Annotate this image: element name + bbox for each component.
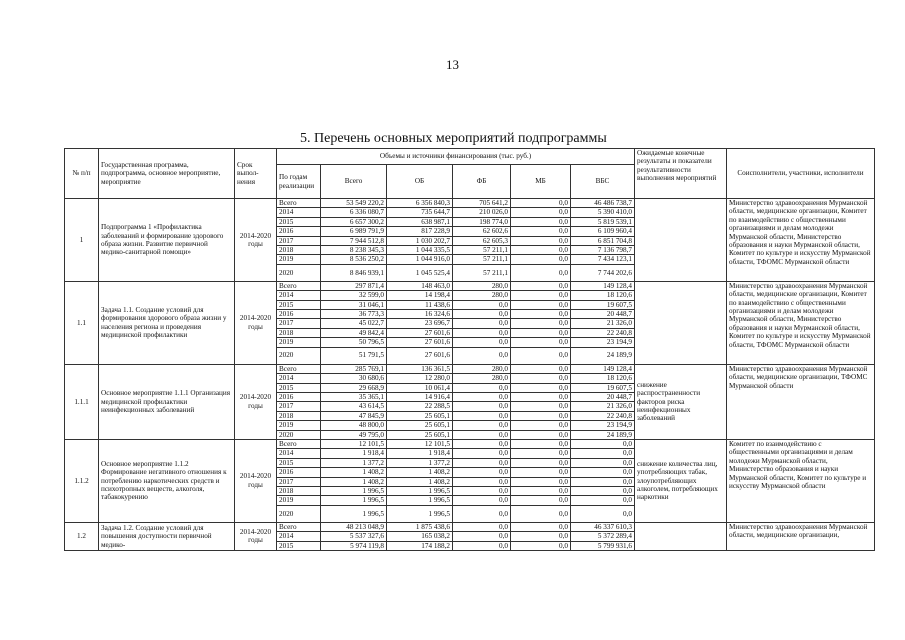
row-result (635, 199, 727, 282)
cell-total: 49 795,0 (321, 430, 387, 439)
cell-vbs: 23 194,9 (571, 421, 635, 430)
table-body (65, 199, 875, 551)
cell-total: 47 845,9 (321, 411, 387, 420)
cell-total: 6 989 791,9 (321, 227, 387, 236)
cell-total: 49 842,4 (321, 328, 387, 337)
cell-mb: 0,0 (511, 468, 571, 477)
cell-mb: 0,0 (511, 300, 571, 309)
cell-year: Всего (277, 522, 321, 531)
cell-mb: 0,0 (511, 208, 571, 217)
cell-mb: 0,0 (511, 319, 571, 328)
cell-mb: 0,0 (511, 449, 571, 458)
row-executors: Министерство здравоохранения Мурманской области, медицинские организации, Комитет по взаимодействию с общественными организациями и делам молодежи Мурманской области, Министерство образования и науки Мурманской области, Комитет по культуре и искусству Мурманской области, ТФОМС Мурманской области (727, 199, 875, 282)
cell-fb: 198 774,0 (453, 217, 511, 226)
row-name: Подпрограмма 1 «Профилактика заболеваний и формирование здорового образа жизни. Развитие первичной медико-санитарной помощи» (99, 199, 235, 282)
header-row-1 (65, 149, 875, 165)
cell-year: Всего (277, 281, 321, 290)
cell-year: 2019 (277, 255, 321, 264)
cell-ob: 10 061,4 (387, 383, 453, 392)
cell-fb: 62 605,3 (453, 236, 511, 245)
cell-total: 6 336 080,7 (321, 208, 387, 217)
cell-ob: 6 356 840,3 (387, 199, 453, 208)
cell-fb: 57 211,1 (453, 246, 511, 255)
cell-fb: 0,0 (453, 468, 511, 477)
cell-year: 2017 (277, 402, 321, 411)
cell-ob: 1 045 525,4 (387, 264, 453, 281)
cell-fb: 57 211,1 (453, 264, 511, 281)
cell-ob: 27 601,6 (387, 328, 453, 337)
cell-year: 2020 (277, 264, 321, 281)
cell-total: 8 238 345,3 (321, 246, 387, 255)
cell-vbs: 22 240,8 (571, 328, 635, 337)
cell-year: 2018 (277, 486, 321, 495)
cell-year: 2017 (277, 236, 321, 245)
cell-ob: 27 601,6 (387, 347, 453, 364)
cell-vbs: 0,0 (571, 449, 635, 458)
cell-vbs: 18 120,6 (571, 291, 635, 300)
cell-year: 2016 (277, 227, 321, 236)
table-row (65, 281, 875, 290)
cell-ob: 1 875 438,6 (387, 522, 453, 531)
cell-year: 2019 (277, 421, 321, 430)
cell-fb: 0,0 (453, 310, 511, 319)
cell-vbs: 24 189,9 (571, 347, 635, 364)
cell-total: 1 377,2 (321, 458, 387, 467)
cell-fb: 210 026,0 (453, 208, 511, 217)
cell-total: 35 365,1 (321, 392, 387, 401)
row-executors: Министерство здравоохранения Мурманской области, медицинские организации, ТФОМС Мурманской области (727, 364, 875, 439)
cell-mb: 0,0 (511, 264, 571, 281)
row-number: 1.2 (65, 522, 99, 550)
cell-mb: 0,0 (511, 236, 571, 245)
cell-ob: 25 605,1 (387, 421, 453, 430)
cell-vbs: 20 448,7 (571, 392, 635, 401)
cell-total: 32 599,0 (321, 291, 387, 300)
cell-vbs: 0,0 (571, 496, 635, 505)
cell-year: 2020 (277, 505, 321, 522)
cell-year: 2014 (277, 374, 321, 383)
header-vbs: ВБС (571, 165, 635, 199)
cell-mb: 0,0 (511, 310, 571, 319)
cell-fb: 0,0 (453, 421, 511, 430)
cell-year: 2014 (277, 291, 321, 300)
cell-mb: 0,0 (511, 458, 571, 467)
cell-year: 2015 (277, 541, 321, 550)
cell-mb: 0,0 (511, 522, 571, 531)
cell-ob: 174 188,2 (387, 541, 453, 550)
row-result: снижение количества лиц, употребляющих табак, злоупотребляющих алкоголем, потребляющих наркотики (635, 439, 727, 522)
cell-year: 2016 (277, 392, 321, 401)
cell-fb: 0,0 (453, 496, 511, 505)
cell-mb: 0,0 (511, 227, 571, 236)
row-executors: Министерство здравоохранения Мурманской области, медицинские организации, Комитет по взаимодействию с общественными организациями и делам молодежи Мурманской области, Министерство образования и науки Мурманской области, Комитет по культуре и искусству Мурманской области, ТФОМС Мурманской области (727, 281, 875, 364)
row-name: Основное мероприятие 1.1.1 Организация медицинской профилактики неинфекционных заболеваний (99, 364, 235, 439)
header-funding: Объемы и источники финансирования (тыс. руб.) (277, 149, 635, 165)
cell-vbs: 5 799 931,6 (571, 541, 635, 550)
cell-vbs: 6 851 704,8 (571, 236, 635, 245)
cell-total: 45 022,7 (321, 319, 387, 328)
cell-total: 285 769,1 (321, 364, 387, 373)
cell-vbs: 22 240,8 (571, 411, 635, 420)
cell-fb: 0,0 (453, 541, 511, 550)
cell-vbs: 7 744 202,6 (571, 264, 635, 281)
cell-mb: 0,0 (511, 291, 571, 300)
row-term: 2014-2020 годы (235, 439, 277, 522)
cell-mb: 0,0 (511, 374, 571, 383)
cell-year: 2014 (277, 208, 321, 217)
cell-total: 53 549 220,2 (321, 199, 387, 208)
cell-vbs: 0,0 (571, 458, 635, 467)
cell-vbs: 5 819 539,1 (571, 217, 635, 226)
cell-fb: 62 602,6 (453, 227, 511, 236)
row-name: Основное мероприятие 1.1.2 Формирование негативного отношения к потреблению наркотических средств и психотропных веществ, алкоголя, табакокурению (99, 439, 235, 522)
row-name: Задача 1.1. Создание условий для формирования здорового образа жизни у населения региона и проведения медицинской профилактики (99, 281, 235, 364)
row-result (635, 281, 727, 364)
cell-vbs: 21 326,0 (571, 319, 635, 328)
cell-fb: 0,0 (453, 383, 511, 392)
cell-total: 6 657 300,2 (321, 217, 387, 226)
cell-year: 2017 (277, 477, 321, 486)
cell-fb: 0,0 (453, 439, 511, 448)
cell-fb: 0,0 (453, 392, 511, 401)
cell-mb: 0,0 (511, 541, 571, 550)
cell-ob: 1 408,2 (387, 477, 453, 486)
cell-total: 48 800,0 (321, 421, 387, 430)
cell-mb: 0,0 (511, 199, 571, 208)
cell-vbs: 7 434 123,1 (571, 255, 635, 264)
cell-year: 2014 (277, 449, 321, 458)
row-term: 2014-2020 годы (235, 199, 277, 282)
cell-mb: 0,0 (511, 255, 571, 264)
cell-mb: 0,0 (511, 421, 571, 430)
cell-mb: 0,0 (511, 411, 571, 420)
cell-ob: 136 361,5 (387, 364, 453, 373)
cell-year: 2020 (277, 430, 321, 439)
cell-vbs: 19 607,5 (571, 383, 635, 392)
cell-total: 297 871,4 (321, 281, 387, 290)
cell-ob: 1 044 335,5 (387, 246, 453, 255)
cell-fb: 57 211,1 (453, 255, 511, 264)
cell-year: Всего (277, 199, 321, 208)
cell-mb: 0,0 (511, 496, 571, 505)
row-executors: Министерство здравоохранения Мурманской области, медицинские организации, (727, 522, 875, 550)
cell-ob: 148 463,0 (387, 281, 453, 290)
cell-ob: 23 696,7 (387, 319, 453, 328)
cell-total: 1 408,2 (321, 477, 387, 486)
row-executors: Комитет по взаимодействию с общественными организациями и делам молодежи Мурманской области, Министерство образования и науки Мурманской области, Комитет по культуре и искусству Мурманской области (727, 439, 875, 522)
header-fb: ФБ (453, 165, 511, 199)
cell-ob: 25 605,1 (387, 430, 453, 439)
cell-year: 2018 (277, 328, 321, 337)
cell-mb: 0,0 (511, 477, 571, 486)
cell-fb: 0,0 (453, 347, 511, 364)
cell-ob: 817 228,9 (387, 227, 453, 236)
row-name: Задача 1.2. Создание условий для повышения доступности первичной медико- (99, 522, 235, 550)
cell-fb: 0,0 (453, 522, 511, 531)
cell-total: 12 101,5 (321, 439, 387, 448)
cell-fb: 0,0 (453, 319, 511, 328)
cell-total: 31 046,1 (321, 300, 387, 309)
cell-mb: 0,0 (511, 383, 571, 392)
cell-year: 2016 (277, 310, 321, 319)
cell-ob: 1 044 916,0 (387, 255, 453, 264)
cell-ob: 735 644,7 (387, 208, 453, 217)
cell-year: 2017 (277, 319, 321, 328)
cell-total: 1 408,2 (321, 468, 387, 477)
cell-ob: 1 996,5 (387, 505, 453, 522)
cell-ob: 1 408,2 (387, 468, 453, 477)
page-title: 5. Перечень основных мероприятий подпрограммы (300, 131, 607, 146)
cell-vbs: 149 128,4 (571, 364, 635, 373)
cell-ob: 638 987,1 (387, 217, 453, 226)
row-number: 1.1.2 (65, 439, 99, 522)
cell-vbs: 5 390 410,0 (571, 208, 635, 217)
cell-ob: 1 030 202,7 (387, 236, 453, 245)
cell-vbs: 46 337 610,3 (571, 522, 635, 531)
cell-total: 8 846 939,1 (321, 264, 387, 281)
cell-vbs: 18 120,6 (571, 374, 635, 383)
table-row (65, 199, 875, 208)
row-result: снижение распространенности факторов риска неинфекционных заболеваний (635, 364, 727, 439)
header-mb: МБ (511, 165, 571, 199)
cell-fb: 0,0 (453, 505, 511, 522)
cell-mb: 0,0 (511, 281, 571, 290)
cell-vbs: 0,0 (571, 486, 635, 495)
row-number: 1 (65, 199, 99, 282)
cell-year: Всего (277, 364, 321, 373)
cell-mb: 0,0 (511, 338, 571, 347)
cell-total: 43 614,5 (321, 402, 387, 411)
cell-mb: 0,0 (511, 532, 571, 541)
cell-mb: 0,0 (511, 328, 571, 337)
cell-mb: 0,0 (511, 402, 571, 411)
cell-year: 2015 (277, 217, 321, 226)
header-executors: Соисполнители, участники, исполнители (727, 149, 875, 199)
cell-mb: 0,0 (511, 439, 571, 448)
cell-year: 2015 (277, 458, 321, 467)
header-name: Государственная программа, подпрограмма, основное мероприятие, мероприятие (99, 149, 235, 199)
row-term: 2014-2020 годы (235, 281, 277, 364)
cell-fb: 0,0 (453, 338, 511, 347)
cell-vbs: 0,0 (571, 468, 635, 477)
cell-vbs: 23 194,9 (571, 338, 635, 347)
header-total: Всего (321, 165, 387, 199)
cell-fb: 0,0 (453, 402, 511, 411)
cell-ob: 25 605,1 (387, 411, 453, 420)
cell-total: 1 996,5 (321, 505, 387, 522)
row-term: 2014-2020 годы (235, 364, 277, 439)
cell-vbs: 24 189,9 (571, 430, 635, 439)
cell-vbs: 5 372 289,4 (571, 532, 635, 541)
cell-total: 1 918,4 (321, 449, 387, 458)
cell-year: 2016 (277, 468, 321, 477)
cell-total: 1 996,5 (321, 486, 387, 495)
cell-total: 5 537 327,6 (321, 532, 387, 541)
cell-ob: 1 918,4 (387, 449, 453, 458)
cell-ob: 11 438,6 (387, 300, 453, 309)
cell-year: 2018 (277, 246, 321, 255)
cell-fb: 280,0 (453, 374, 511, 383)
header-term: Срок выпол-нения (235, 149, 277, 199)
cell-year: 2019 (277, 338, 321, 347)
cell-vbs: 0,0 (571, 439, 635, 448)
cell-ob: 1 996,5 (387, 486, 453, 495)
row-number: 1.1.1 (65, 364, 99, 439)
cell-total: 29 668,9 (321, 383, 387, 392)
cell-vbs: 6 109 960,4 (571, 227, 635, 236)
cell-mb: 0,0 (511, 364, 571, 373)
cell-vbs: 7 136 798,7 (571, 246, 635, 255)
cell-ob: 16 324,6 (387, 310, 453, 319)
cell-ob: 14 916,4 (387, 392, 453, 401)
cell-vbs: 19 607,5 (571, 300, 635, 309)
table-row (65, 364, 875, 373)
row-term: 2014-2020 годы (235, 522, 277, 550)
cell-total: 5 974 119,8 (321, 541, 387, 550)
cell-fb: 0,0 (453, 430, 511, 439)
cell-mb: 0,0 (511, 505, 571, 522)
row-number: 1.1 (65, 281, 99, 364)
cell-mb: 0,0 (511, 217, 571, 226)
cell-fb: 0,0 (453, 300, 511, 309)
cell-vbs: 149 128,4 (571, 281, 635, 290)
cell-fb: 0,0 (453, 532, 511, 541)
header-by-year: По годам реализации (277, 165, 321, 199)
cell-ob: 12 280,0 (387, 374, 453, 383)
cell-total: 30 680,6 (321, 374, 387, 383)
cell-vbs: 46 486 738,7 (571, 199, 635, 208)
cell-ob: 12 101,5 (387, 439, 453, 448)
cell-vbs: 0,0 (571, 477, 635, 486)
cell-vbs: 0,0 (571, 505, 635, 522)
cell-mb: 0,0 (511, 392, 571, 401)
cell-year: 2018 (277, 411, 321, 420)
header-ob: ОБ (387, 165, 453, 199)
cell-ob: 22 288,5 (387, 402, 453, 411)
cell-year: 2015 (277, 383, 321, 392)
row-result (635, 522, 727, 550)
cell-fb: 280,0 (453, 281, 511, 290)
cell-total: 50 796,5 (321, 338, 387, 347)
cell-year: Всего (277, 439, 321, 448)
cell-fb: 705 641,2 (453, 199, 511, 208)
cell-ob: 1 996,5 (387, 496, 453, 505)
cell-year: 2015 (277, 300, 321, 309)
cell-fb: 0,0 (453, 477, 511, 486)
cell-year: 2020 (277, 347, 321, 364)
cell-fb: 280,0 (453, 364, 511, 373)
cell-vbs: 21 326,0 (571, 402, 635, 411)
header-results: Ожидаемые конечные результаты и показатели результативности выполнения мероприятий (635, 149, 727, 199)
cell-ob: 14 198,4 (387, 291, 453, 300)
cell-year: 2019 (277, 496, 321, 505)
cell-fb: 0,0 (453, 486, 511, 495)
cell-vbs: 20 448,7 (571, 310, 635, 319)
cell-fb: 0,0 (453, 449, 511, 458)
cell-mb: 0,0 (511, 347, 571, 364)
activities-table (64, 148, 875, 551)
cell-mb: 0,0 (511, 246, 571, 255)
cell-total: 8 536 250,2 (321, 255, 387, 264)
cell-fb: 280,0 (453, 291, 511, 300)
cell-ob: 165 038,2 (387, 532, 453, 541)
cell-fb: 0,0 (453, 328, 511, 337)
page-number: 13 (446, 57, 459, 72)
cell-fb: 0,0 (453, 458, 511, 467)
cell-total: 51 791,5 (321, 347, 387, 364)
cell-ob: 27 601,6 (387, 338, 453, 347)
cell-total: 36 773,3 (321, 310, 387, 319)
table-row (65, 522, 875, 531)
cell-mb: 0,0 (511, 486, 571, 495)
cell-fb: 0,0 (453, 411, 511, 420)
cell-year: 2014 (277, 532, 321, 541)
header-num: № п/п (65, 149, 99, 199)
cell-mb: 0,0 (511, 430, 571, 439)
cell-ob: 1 377,2 (387, 458, 453, 467)
table-row (65, 439, 875, 448)
cell-total: 7 944 512,8 (321, 236, 387, 245)
cell-total: 48 213 048,9 (321, 522, 387, 531)
cell-total: 1 996,5 (321, 496, 387, 505)
